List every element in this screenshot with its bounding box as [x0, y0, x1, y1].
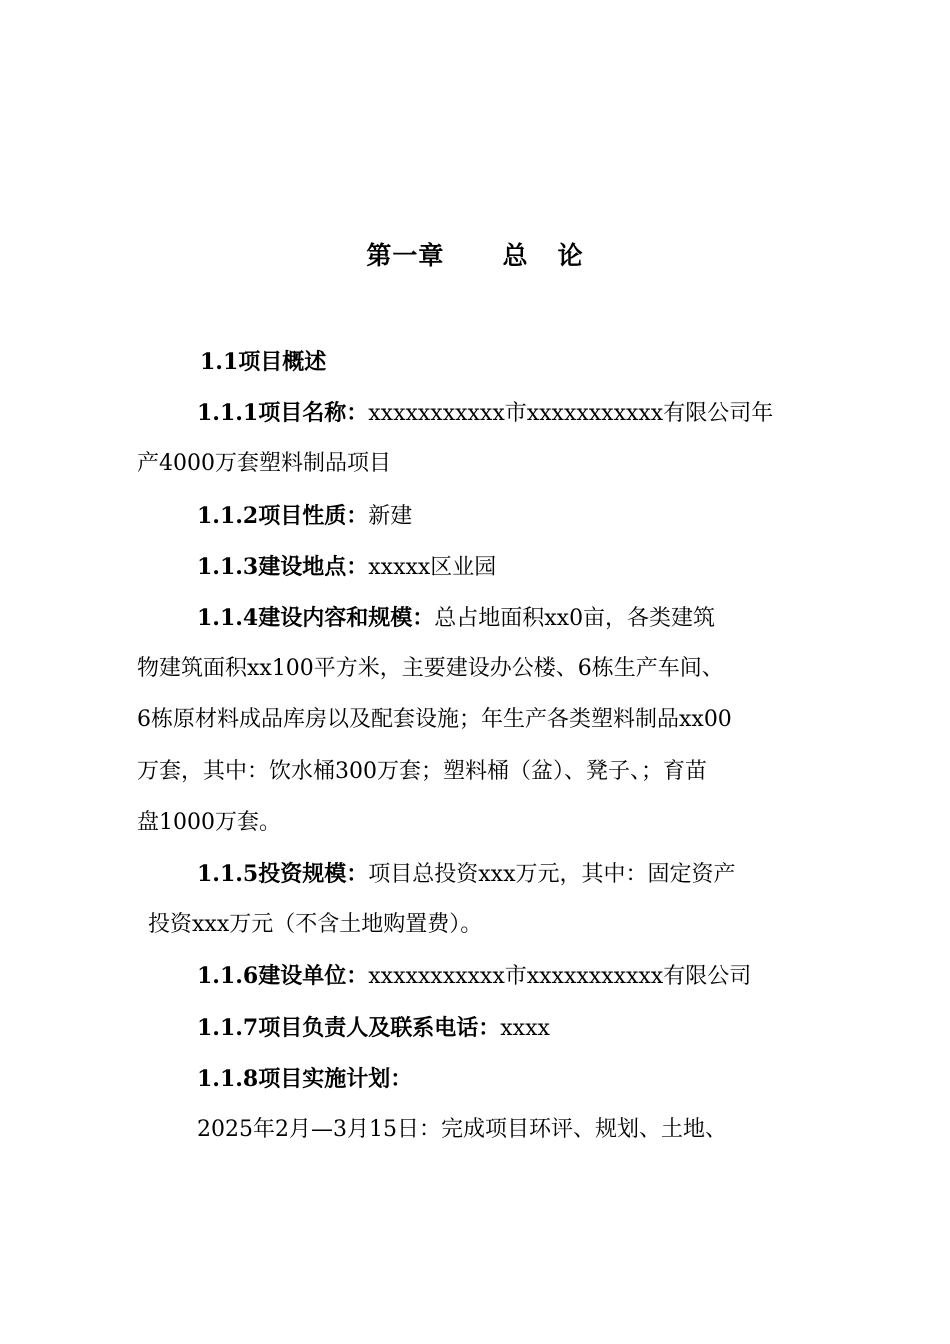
item-contact-value: xxxx: [500, 1016, 550, 1041]
item-investment-label: 1.1.5投资规模：: [197, 861, 369, 887]
section-heading-1-1: 1.1项目概述: [200, 349, 327, 375]
item-investment-value: 项目总投资xxx万元，其中：固定资产: [368, 862, 736, 887]
item-builder-label: 1.1.6建设单位：: [197, 963, 369, 989]
item-project-nature-value: 新建: [368, 504, 413, 529]
item-builder: [197, 961, 897, 992]
item-content-scale-cont-2: 6栋原材料成品库房以及配套设施；年生产各类塑料制品xx00: [137, 707, 732, 732]
item-content-scale-value: 总占地面积xx0亩，各类建筑: [434, 606, 716, 631]
item-location-value: xxxxx区业园: [368, 555, 497, 580]
chapter-title: 第一章 总 论: [366, 241, 584, 270]
item-project-nature-label: 1.1.2项目性质：: [197, 503, 369, 529]
item-schedule-line: 2025年2月—3月15日：完成项目环评、规划、土地、: [197, 1117, 727, 1142]
item-location-label: 1.1.3建设地点：: [197, 554, 369, 580]
item-contact-label: 1.1.7项目负责人及联系电话：: [197, 1015, 501, 1041]
item-project-name: [197, 398, 897, 429]
item-project-name-cont: 产4000万套塑料制品项目: [137, 451, 391, 476]
item-schedule-label: 1.1.8项目实施计划：: [197, 1066, 413, 1092]
item-content-scale-label: 1.1.4建设内容和规模：: [197, 605, 435, 631]
item-contact: [197, 1013, 897, 1044]
item-content-scale-cont-3: 万套，其中：饮水桶300万套；塑料桶（盆）、凳子、；育苗: [137, 759, 707, 784]
item-project-name-value: xxxxxxxxxxx市xxxxxxxxxxx有限公司年: [368, 401, 774, 426]
item-location: [197, 552, 897, 583]
item-project-nature: [197, 501, 897, 532]
item-content-scale: [197, 603, 897, 634]
item-content-scale-cont-1: 物建筑面积xx100平方米，主要建设办公楼、6栋生产车间、: [137, 656, 724, 681]
item-builder-value: xxxxxxxxxxx市xxxxxxxxxxx有限公司: [368, 964, 752, 989]
item-project-name-label: 1.1.1项目名称：: [197, 400, 369, 426]
item-investment: [197, 859, 897, 890]
item-investment-cont: 投资xxx万元（不含土地购置费）。: [148, 912, 483, 937]
item-content-scale-cont-4: 盘1000万套。: [137, 810, 281, 835]
